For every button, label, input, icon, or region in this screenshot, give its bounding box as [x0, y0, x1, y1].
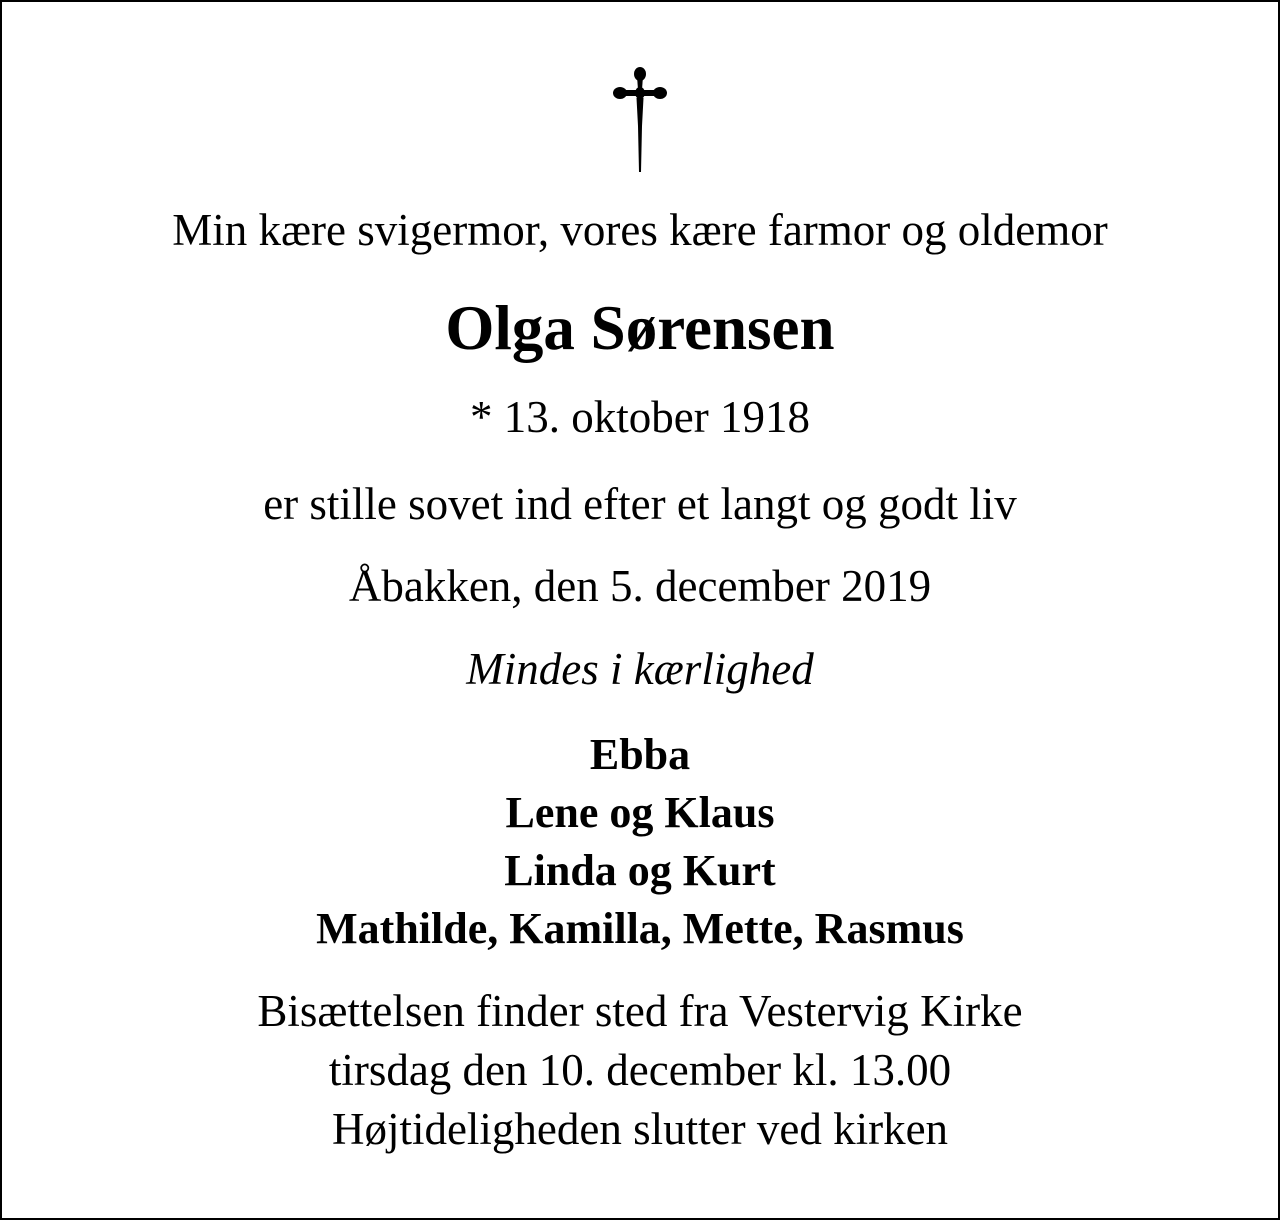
service-info: Bisættelsen finder sted fra Vestervig Kirke [257, 986, 1023, 1036]
birth-date: * 13. oktober 1918 [470, 392, 810, 442]
cross-icon [610, 66, 670, 174]
family-name: Ebba [589, 730, 691, 779]
place-and-date: Åbakken, den 5. december 2019 [348, 561, 932, 611]
service-info: Højtideligheden slutter ved kirken [331, 1104, 949, 1154]
passing-text: er stille sovet ind efter et langt og godt liv [263, 479, 1017, 529]
family-name: Linda og Kurt [504, 846, 776, 895]
family-name: Mathilde, Kamilla, Mette, Rasmus [316, 904, 964, 953]
family-name: Lene og Klaus [505, 788, 775, 837]
remembrance-text: Mindes i kærlighed [466, 644, 814, 694]
intro-text: Min kære svigermor, vores kære farmor og oldemor [172, 205, 1108, 255]
service-info: tirsdag den 10. december kl. 13.00 [328, 1045, 952, 1095]
deceased-name: Olga Sørensen [445, 293, 835, 363]
